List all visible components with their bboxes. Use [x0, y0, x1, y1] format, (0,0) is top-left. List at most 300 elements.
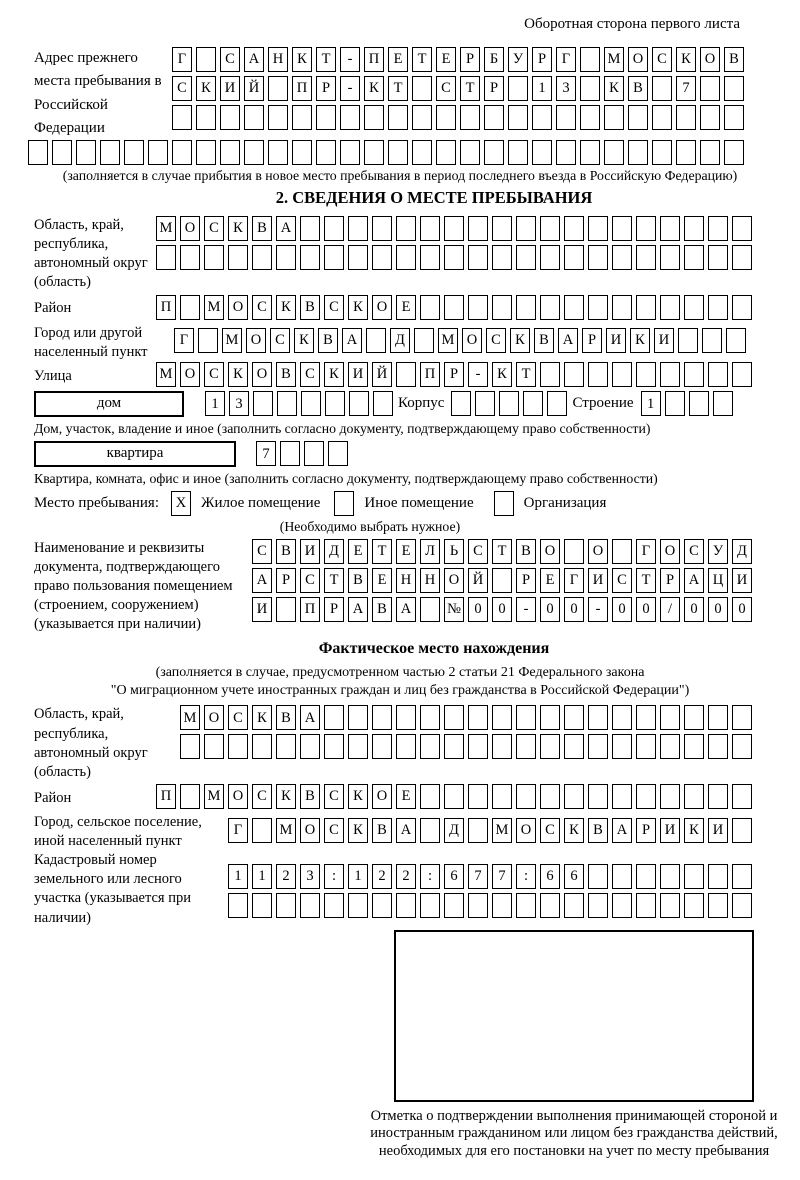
- char-box[interactable]: [540, 784, 560, 809]
- char-box[interactable]: [612, 893, 632, 918]
- char-box[interactable]: Т: [636, 568, 656, 593]
- char-box[interactable]: [708, 705, 728, 730]
- char-box[interactable]: Р: [532, 47, 552, 72]
- char-box[interactable]: [652, 105, 672, 130]
- char-box[interactable]: [252, 893, 272, 918]
- char-box[interactable]: М: [204, 295, 224, 320]
- char-box[interactable]: [460, 140, 480, 165]
- char-box[interactable]: [540, 245, 560, 270]
- char-box[interactable]: [348, 705, 368, 730]
- char-box[interactable]: [348, 734, 368, 759]
- char-box[interactable]: [196, 47, 216, 72]
- char-box[interactable]: П: [156, 295, 176, 320]
- char-box[interactable]: [724, 105, 744, 130]
- char-box[interactable]: [444, 784, 464, 809]
- char-box[interactable]: Ь: [444, 539, 464, 564]
- char-box[interactable]: [301, 391, 321, 416]
- char-box[interactable]: [684, 734, 704, 759]
- char-box[interactable]: 1: [228, 864, 248, 889]
- char-box[interactable]: В: [276, 362, 296, 387]
- char-box[interactable]: [684, 784, 704, 809]
- char-box[interactable]: [324, 705, 344, 730]
- char-box[interactable]: [612, 362, 632, 387]
- char-box[interactable]: [252, 245, 272, 270]
- char-box[interactable]: [148, 140, 168, 165]
- char-box[interactable]: О: [228, 295, 248, 320]
- char-box[interactable]: С: [300, 568, 320, 593]
- char-box[interactable]: В: [516, 539, 536, 564]
- char-box[interactable]: Б: [484, 47, 504, 72]
- char-box[interactable]: М: [222, 328, 242, 353]
- char-box[interactable]: А: [300, 705, 320, 730]
- char-box[interactable]: [660, 734, 680, 759]
- char-box[interactable]: [532, 140, 552, 165]
- char-box[interactable]: О: [462, 328, 482, 353]
- char-box[interactable]: К: [348, 295, 368, 320]
- char-box[interactable]: К: [294, 328, 314, 353]
- char-box[interactable]: [253, 391, 273, 416]
- char-box[interactable]: [540, 295, 560, 320]
- char-box[interactable]: [492, 568, 512, 593]
- char-box[interactable]: В: [588, 818, 608, 843]
- char-box[interactable]: [660, 295, 680, 320]
- char-box[interactable]: Г: [174, 328, 194, 353]
- char-box[interactable]: [612, 784, 632, 809]
- char-box[interactable]: В: [318, 328, 338, 353]
- char-box[interactable]: [660, 893, 680, 918]
- char-box[interactable]: Й: [468, 568, 488, 593]
- char-box[interactable]: :: [324, 864, 344, 889]
- char-box[interactable]: :: [420, 864, 440, 889]
- char-box[interactable]: [540, 216, 560, 241]
- char-box[interactable]: [228, 245, 248, 270]
- char-box[interactable]: [492, 734, 512, 759]
- char-box[interactable]: [700, 140, 720, 165]
- char-box[interactable]: [304, 441, 324, 466]
- char-box[interactable]: М: [204, 784, 224, 809]
- char-box[interactable]: О: [300, 818, 320, 843]
- char-box[interactable]: К: [564, 818, 584, 843]
- char-box[interactable]: [540, 705, 560, 730]
- char-box[interactable]: С: [324, 818, 344, 843]
- char-box[interactable]: В: [348, 568, 368, 593]
- char-box[interactable]: [660, 784, 680, 809]
- char-box[interactable]: Д: [732, 539, 752, 564]
- char-box[interactable]: Р: [276, 568, 296, 593]
- char-box[interactable]: [468, 893, 488, 918]
- char-box[interactable]: [492, 295, 512, 320]
- char-box[interactable]: И: [606, 328, 626, 353]
- char-box[interactable]: 3: [229, 391, 249, 416]
- char-box[interactable]: [325, 391, 345, 416]
- char-box[interactable]: /: [660, 597, 680, 622]
- char-box[interactable]: [732, 864, 752, 889]
- char-box[interactable]: С: [252, 539, 272, 564]
- char-box[interactable]: [588, 893, 608, 918]
- char-box[interactable]: И: [588, 568, 608, 593]
- char-box[interactable]: В: [252, 216, 272, 241]
- char-box[interactable]: [523, 391, 543, 416]
- char-box[interactable]: [724, 76, 744, 101]
- char-box[interactable]: [564, 705, 584, 730]
- char-box[interactable]: М: [492, 818, 512, 843]
- char-box[interactable]: А: [348, 597, 368, 622]
- char-box[interactable]: В: [724, 47, 744, 72]
- char-box[interactable]: [180, 784, 200, 809]
- char-box[interactable]: [516, 784, 536, 809]
- char-box[interactable]: [708, 216, 728, 241]
- char-box[interactable]: [726, 328, 746, 353]
- char-box[interactable]: [652, 140, 672, 165]
- char-box[interactable]: [732, 705, 752, 730]
- char-box[interactable]: Й: [372, 362, 392, 387]
- char-box[interactable]: [708, 362, 728, 387]
- char-box[interactable]: №: [444, 597, 464, 622]
- char-box[interactable]: [268, 140, 288, 165]
- char-box[interactable]: [636, 864, 656, 889]
- char-box[interactable]: [196, 105, 216, 130]
- char-box[interactable]: С: [252, 295, 272, 320]
- char-box[interactable]: [636, 245, 656, 270]
- char-box[interactable]: 1: [252, 864, 272, 889]
- char-box[interactable]: [340, 140, 360, 165]
- char-box[interactable]: [328, 441, 348, 466]
- char-box[interactable]: [684, 893, 704, 918]
- char-box[interactable]: [396, 734, 416, 759]
- char-box[interactable]: У: [708, 539, 728, 564]
- char-box[interactable]: [636, 295, 656, 320]
- char-box[interactable]: [492, 893, 512, 918]
- char-box[interactable]: [676, 105, 696, 130]
- char-box[interactable]: [451, 391, 471, 416]
- char-box[interactable]: [660, 705, 680, 730]
- char-box[interactable]: [268, 76, 288, 101]
- char-box[interactable]: [444, 893, 464, 918]
- char-box[interactable]: [540, 362, 560, 387]
- char-box[interactable]: Р: [324, 597, 344, 622]
- char-box[interactable]: К: [676, 47, 696, 72]
- char-box[interactable]: Р: [636, 818, 656, 843]
- char-box[interactable]: И: [660, 818, 680, 843]
- char-box[interactable]: [300, 245, 320, 270]
- char-box[interactable]: [612, 216, 632, 241]
- char-box[interactable]: К: [292, 47, 312, 72]
- char-box[interactable]: Р: [316, 76, 336, 101]
- char-box[interactable]: [564, 784, 584, 809]
- char-box[interactable]: Г: [556, 47, 576, 72]
- char-box[interactable]: Р: [460, 47, 480, 72]
- char-box[interactable]: С: [486, 328, 506, 353]
- char-box[interactable]: [412, 140, 432, 165]
- char-box[interactable]: 1: [348, 864, 368, 889]
- char-box[interactable]: [516, 295, 536, 320]
- char-box[interactable]: 0: [636, 597, 656, 622]
- char-box[interactable]: 1: [205, 391, 225, 416]
- char-box[interactable]: С: [270, 328, 290, 353]
- char-box[interactable]: [124, 140, 144, 165]
- char-box[interactable]: С: [652, 47, 672, 72]
- char-box[interactable]: С: [228, 705, 248, 730]
- char-box[interactable]: В: [372, 818, 392, 843]
- char-box[interactable]: [700, 76, 720, 101]
- char-box[interactable]: [204, 734, 224, 759]
- char-box[interactable]: О: [516, 818, 536, 843]
- char-box[interactable]: [540, 893, 560, 918]
- char-box[interactable]: [612, 539, 632, 564]
- char-box[interactable]: [276, 893, 296, 918]
- char-box[interactable]: [268, 105, 288, 130]
- char-box[interactable]: Й: [244, 76, 264, 101]
- char-box[interactable]: К: [252, 705, 272, 730]
- char-box[interactable]: [372, 734, 392, 759]
- char-box[interactable]: [628, 140, 648, 165]
- apartment-type-box[interactable]: квартира: [34, 441, 236, 467]
- char-box[interactable]: О: [180, 216, 200, 241]
- char-box[interactable]: [420, 597, 440, 622]
- char-box[interactable]: [396, 216, 416, 241]
- char-box[interactable]: 0: [708, 597, 728, 622]
- char-box[interactable]: [292, 140, 312, 165]
- char-box[interactable]: Н: [396, 568, 416, 593]
- char-box[interactable]: [198, 328, 218, 353]
- char-box[interactable]: [612, 705, 632, 730]
- char-box[interactable]: [172, 140, 192, 165]
- char-box[interactable]: К: [348, 818, 368, 843]
- char-box[interactable]: [652, 76, 672, 101]
- char-box[interactable]: [388, 140, 408, 165]
- char-box[interactable]: С: [204, 216, 224, 241]
- char-box[interactable]: [665, 391, 685, 416]
- char-box[interactable]: Г: [564, 568, 584, 593]
- char-box[interactable]: 7: [256, 441, 276, 466]
- char-box[interactable]: -: [340, 76, 360, 101]
- char-box[interactable]: Г: [228, 818, 248, 843]
- char-box[interactable]: С: [436, 76, 456, 101]
- char-box[interactable]: [732, 245, 752, 270]
- char-box[interactable]: [564, 245, 584, 270]
- char-box[interactable]: [349, 391, 369, 416]
- char-box[interactable]: А: [558, 328, 578, 353]
- char-box[interactable]: О: [588, 539, 608, 564]
- char-box[interactable]: А: [276, 216, 296, 241]
- char-box[interactable]: [196, 140, 216, 165]
- char-box[interactable]: Т: [372, 539, 392, 564]
- char-box[interactable]: [580, 47, 600, 72]
- char-box[interactable]: Е: [388, 47, 408, 72]
- char-box[interactable]: [420, 216, 440, 241]
- char-box[interactable]: М: [276, 818, 296, 843]
- char-box[interactable]: [516, 705, 536, 730]
- char-box[interactable]: -: [468, 362, 488, 387]
- char-box[interactable]: 7: [492, 864, 512, 889]
- char-box[interactable]: [444, 245, 464, 270]
- char-box[interactable]: [444, 734, 464, 759]
- char-box[interactable]: [396, 362, 416, 387]
- char-box[interactable]: [396, 245, 416, 270]
- char-box[interactable]: С: [684, 539, 704, 564]
- char-box[interactable]: [366, 328, 386, 353]
- char-box[interactable]: О: [372, 784, 392, 809]
- char-box[interactable]: [708, 864, 728, 889]
- char-box[interactable]: [628, 105, 648, 130]
- char-box[interactable]: Т: [516, 362, 536, 387]
- char-box[interactable]: [324, 245, 344, 270]
- char-box[interactable]: [678, 328, 698, 353]
- char-box[interactable]: С: [220, 47, 240, 72]
- char-box[interactable]: С: [204, 362, 224, 387]
- char-box[interactable]: С: [468, 539, 488, 564]
- char-box[interactable]: П: [292, 76, 312, 101]
- char-box[interactable]: [412, 105, 432, 130]
- char-box[interactable]: П: [364, 47, 384, 72]
- char-box[interactable]: [580, 76, 600, 101]
- char-box[interactable]: М: [438, 328, 458, 353]
- char-box[interactable]: 0: [684, 597, 704, 622]
- char-box[interactable]: О: [252, 362, 272, 387]
- char-box[interactable]: [508, 140, 528, 165]
- char-box[interactable]: [588, 784, 608, 809]
- char-box[interactable]: [373, 391, 393, 416]
- char-box[interactable]: К: [492, 362, 512, 387]
- char-box[interactable]: [689, 391, 709, 416]
- char-box[interactable]: [492, 245, 512, 270]
- char-box[interactable]: 0: [732, 597, 752, 622]
- char-box[interactable]: :: [516, 864, 536, 889]
- char-box[interactable]: [684, 705, 704, 730]
- char-box[interactable]: [420, 734, 440, 759]
- char-box[interactable]: А: [244, 47, 264, 72]
- char-box[interactable]: [372, 216, 392, 241]
- char-box[interactable]: [636, 893, 656, 918]
- char-box[interactable]: [396, 893, 416, 918]
- char-box[interactable]: [708, 295, 728, 320]
- char-box[interactable]: [180, 295, 200, 320]
- char-box[interactable]: [172, 105, 192, 130]
- char-box[interactable]: Е: [396, 784, 416, 809]
- char-box[interactable]: И: [300, 539, 320, 564]
- char-box[interactable]: Т: [412, 47, 432, 72]
- char-box[interactable]: [396, 705, 416, 730]
- char-box[interactable]: К: [276, 784, 296, 809]
- char-box[interactable]: [732, 295, 752, 320]
- char-box[interactable]: О: [228, 784, 248, 809]
- char-box[interactable]: [564, 362, 584, 387]
- char-box[interactable]: [516, 245, 536, 270]
- char-box[interactable]: [612, 245, 632, 270]
- char-box[interactable]: С: [300, 362, 320, 387]
- char-box[interactable]: С: [324, 295, 344, 320]
- char-box[interactable]: [252, 734, 272, 759]
- char-box[interactable]: О: [246, 328, 266, 353]
- char-box[interactable]: [364, 140, 384, 165]
- char-box[interactable]: [588, 864, 608, 889]
- char-box[interactable]: В: [276, 539, 296, 564]
- char-box[interactable]: [388, 105, 408, 130]
- char-box[interactable]: [564, 893, 584, 918]
- char-box[interactable]: [468, 705, 488, 730]
- char-box[interactable]: О: [628, 47, 648, 72]
- char-box[interactable]: [280, 441, 300, 466]
- char-box[interactable]: П: [300, 597, 320, 622]
- char-box[interactable]: [420, 893, 440, 918]
- char-box[interactable]: [420, 818, 440, 843]
- char-box[interactable]: [580, 140, 600, 165]
- char-box[interactable]: В: [276, 705, 296, 730]
- char-box[interactable]: У: [508, 47, 528, 72]
- char-box[interactable]: И: [654, 328, 674, 353]
- char-box[interactable]: Р: [484, 76, 504, 101]
- char-box[interactable]: 2: [276, 864, 296, 889]
- char-box[interactable]: С: [172, 76, 192, 101]
- char-box[interactable]: В: [372, 597, 392, 622]
- char-box[interactable]: [252, 818, 272, 843]
- char-box[interactable]: Е: [372, 568, 392, 593]
- char-box[interactable]: [564, 539, 584, 564]
- char-box[interactable]: [300, 216, 320, 241]
- char-box[interactable]: [420, 784, 440, 809]
- char-box[interactable]: [499, 391, 519, 416]
- char-box[interactable]: С: [252, 784, 272, 809]
- char-box[interactable]: [277, 391, 297, 416]
- char-box[interactable]: [484, 105, 504, 130]
- char-box[interactable]: [300, 893, 320, 918]
- char-box[interactable]: [494, 491, 514, 516]
- char-box[interactable]: [414, 328, 434, 353]
- char-box[interactable]: [636, 734, 656, 759]
- char-box[interactable]: [420, 245, 440, 270]
- char-box[interactable]: [612, 864, 632, 889]
- char-box[interactable]: И: [220, 76, 240, 101]
- char-box[interactable]: [684, 216, 704, 241]
- char-box[interactable]: П: [156, 784, 176, 809]
- char-box[interactable]: [702, 328, 722, 353]
- char-box[interactable]: [468, 818, 488, 843]
- char-box[interactable]: [492, 216, 512, 241]
- char-box[interactable]: 1: [641, 391, 661, 416]
- char-box[interactable]: [412, 76, 432, 101]
- char-box[interactable]: [732, 734, 752, 759]
- char-box[interactable]: Р: [516, 568, 536, 593]
- char-box[interactable]: 0: [540, 597, 560, 622]
- char-box[interactable]: [636, 362, 656, 387]
- char-box[interactable]: 3: [556, 76, 576, 101]
- char-box[interactable]: [292, 105, 312, 130]
- char-box[interactable]: [588, 362, 608, 387]
- char-box[interactable]: [460, 105, 480, 130]
- char-box[interactable]: [508, 76, 528, 101]
- char-box[interactable]: [468, 784, 488, 809]
- char-box[interactable]: [324, 734, 344, 759]
- char-box[interactable]: М: [156, 362, 176, 387]
- char-box[interactable]: [348, 245, 368, 270]
- char-box[interactable]: А: [342, 328, 362, 353]
- char-box[interactable]: [660, 362, 680, 387]
- char-box[interactable]: [468, 734, 488, 759]
- char-box[interactable]: Р: [582, 328, 602, 353]
- char-box[interactable]: [556, 140, 576, 165]
- char-box[interactable]: Н: [268, 47, 288, 72]
- char-box[interactable]: [700, 105, 720, 130]
- char-box[interactable]: [708, 893, 728, 918]
- char-box[interactable]: -: [516, 597, 536, 622]
- house-type-box[interactable]: дом: [34, 391, 184, 417]
- char-box[interactable]: [492, 784, 512, 809]
- char-box[interactable]: [684, 864, 704, 889]
- char-box[interactable]: [732, 784, 752, 809]
- char-box[interactable]: Е: [396, 539, 416, 564]
- char-box[interactable]: [324, 216, 344, 241]
- char-box[interactable]: С: [540, 818, 560, 843]
